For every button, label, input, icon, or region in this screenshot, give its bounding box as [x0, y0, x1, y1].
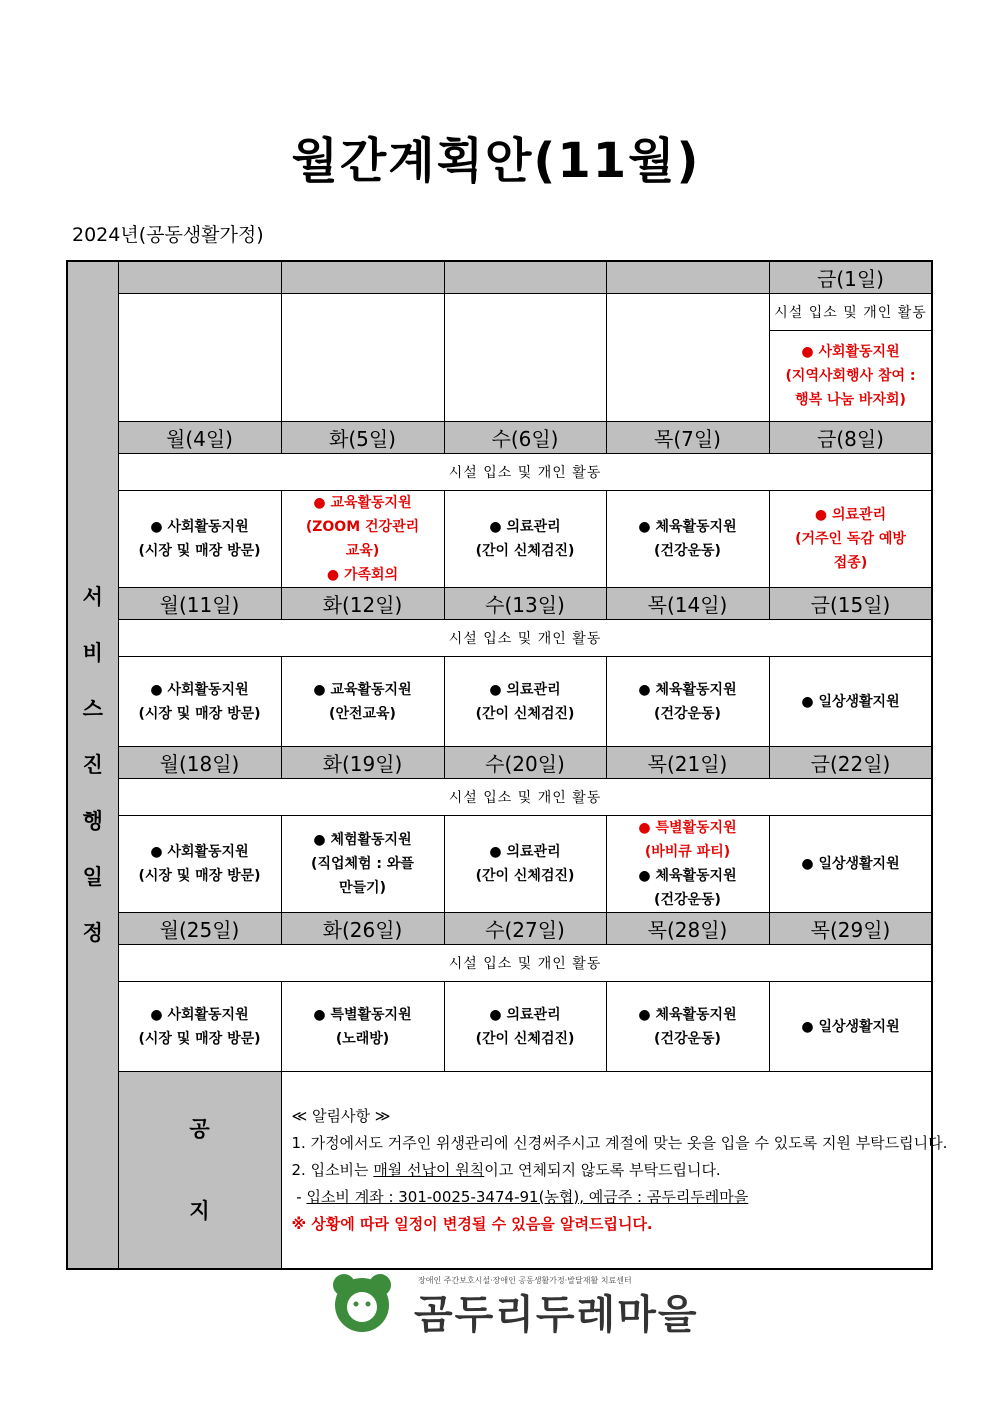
day-header: 금(1일) — [769, 261, 932, 294]
activity-line: (거주인 독감 예방 — [795, 531, 906, 547]
day-header: 월(25일) — [118, 913, 281, 945]
page-title: 월간계획안(11월) — [291, 133, 701, 189]
notice-line-2 — [292, 1157, 932, 1184]
day-header: 수(27일) — [444, 913, 606, 945]
notice-text: 이고 연체되지 않도록 부탁드립니다. — [484, 1160, 721, 1179]
side-char: 행 — [82, 809, 103, 833]
activity-line: (간이 신체검진) — [475, 705, 575, 722]
schedule-table — [66, 260, 948, 1270]
activity-cell — [769, 491, 932, 588]
bear-logo-icon — [322, 1271, 412, 1341]
activity-cell — [769, 816, 932, 913]
activity-cell — [281, 491, 444, 588]
side-char: 공 — [189, 1117, 210, 1141]
page-subtitle: 2024년(공동생활가정) — [72, 224, 264, 246]
day-header: 월(4일) — [118, 422, 281, 454]
activity-cell — [118, 982, 281, 1072]
schedule-side-label — [67, 261, 118, 1269]
side-char: 서 — [82, 585, 103, 609]
activity-line: (건강운동) — [654, 705, 721, 722]
day-header — [606, 261, 769, 294]
activity-line: ● 교육활동지원 — [313, 681, 412, 698]
day-header: 화(19일) — [281, 747, 444, 779]
activity-line: (간이 신체검진) — [475, 868, 575, 884]
activity-line: ● 의료관리 — [814, 507, 887, 523]
activity-line: (시장 및 매장 방문) — [138, 543, 261, 559]
activity-cell — [444, 657, 606, 747]
activity-line: (시장 및 매장 방문) — [138, 1030, 261, 1047]
side-char: 지 — [189, 1199, 210, 1223]
day-header: 목(29일) — [769, 913, 932, 945]
activity-line: (시장 및 매장 방문) — [138, 705, 261, 722]
activity-cell — [118, 491, 281, 588]
day-header: 수(6일) — [444, 422, 606, 454]
activity-line: (직업체험 : 와플 — [311, 856, 414, 872]
notice-underline: 매월 선납이 원칙 — [373, 1160, 485, 1179]
activity-line: ● 의료관리 — [489, 1006, 561, 1023]
notice-side-label — [118, 1072, 281, 1270]
notice-text: 2. 입소비는 — [291, 1160, 374, 1179]
day-header: 월(18일) — [118, 747, 281, 779]
notice-underline: 입소비 계좌 : 301-0025-3474-91(농협), 예금주 : 곰두리두레마을 — [306, 1187, 749, 1206]
notice-box — [281, 1072, 948, 1270]
day-header — [281, 261, 444, 294]
side-char: 비 — [82, 641, 103, 665]
activity-line: (시장 및 매장 방문) — [138, 868, 261, 884]
day-header: 금(8일) — [769, 422, 932, 454]
day-header: 수(20일) — [444, 747, 606, 779]
side-char: 진 — [82, 753, 103, 777]
activity-cell — [606, 294, 769, 422]
activity-cell — [606, 491, 769, 588]
activity-line: ● 사회활동지원 — [150, 519, 249, 535]
activity-cell — [606, 982, 769, 1072]
day-header: 금(15일) — [769, 588, 932, 620]
activity-line: ● 의료관리 — [489, 681, 561, 698]
activity-line: ● 일상생활지원 — [801, 856, 900, 872]
activity-line: ● 체육활동지원 — [638, 681, 737, 698]
activity-cell — [606, 657, 769, 747]
facility-note: 시설 입소 및 개인 활동 — [769, 294, 932, 331]
logo — [322, 1271, 699, 1341]
activity-line: (건강운동) — [654, 543, 721, 559]
facility-note: 시설 입소 및 개인 활동 — [118, 454, 932, 491]
side-char: 스 — [82, 697, 103, 721]
day-header: 화(5일) — [281, 422, 444, 454]
activity-line: 교육) — [345, 543, 380, 559]
day-header: 월(11일) — [118, 588, 281, 620]
activity-cell — [281, 982, 444, 1072]
day-header: 화(26일) — [281, 913, 444, 945]
activity-line: (ZOOM 건강관리 — [305, 519, 420, 535]
facility-note: 시설 입소 및 개인 활동 — [118, 779, 932, 816]
day-header: 금(22일) — [769, 747, 932, 779]
activity-cell — [118, 816, 281, 913]
activity-line: (건강운동) — [654, 1030, 721, 1047]
activity-line: (지역사회행사 참여 : — [785, 368, 916, 384]
activity-line: (안전교육) — [329, 705, 396, 722]
activity-cell — [444, 982, 606, 1072]
activity-line: (간이 신체검진) — [475, 1030, 575, 1047]
notice-heading: ≪ 알림사항 ≫ — [291, 1106, 391, 1125]
activity-line: (노래방) — [335, 1030, 390, 1047]
day-header: 목(14일) — [606, 588, 769, 620]
activity-line: (건강운동) — [654, 892, 721, 908]
day-header: 목(28일) — [606, 913, 769, 945]
activity-line: ● 특별활동지원 — [313, 1006, 412, 1023]
activity-cell — [606, 816, 769, 913]
day-header: 수(13일) — [444, 588, 606, 620]
facility-note: 시설 입소 및 개인 활동 — [118, 945, 932, 982]
activity-line: ● 사회활동지원 — [150, 1006, 249, 1023]
activity-line: (바비큐 파티) — [644, 844, 731, 860]
activity-line: ● 가족회의 — [326, 567, 399, 583]
activity-cell — [444, 491, 606, 588]
activity-line: 만들기) — [339, 880, 386, 896]
activity-cell — [769, 982, 932, 1072]
activity-line: ● 일상생활지원 — [801, 693, 900, 710]
activity-line: 접종) — [833, 555, 868, 571]
activity-line: ● 특별활동지원 — [638, 820, 737, 836]
activity-line: ● 체육활동지원 — [638, 519, 737, 535]
activity-line: ● 교육활동지원 — [313, 495, 412, 511]
day-header — [118, 261, 281, 294]
activity-line: ● 사회활동지원 — [150, 681, 249, 698]
activity-line: 행복 나눔 바자회) — [795, 392, 906, 408]
activity-cell — [769, 657, 932, 747]
activity-line: ● 의료관리 — [489, 844, 561, 860]
activity-cell — [769, 331, 932, 422]
activity-line: ● 체육활동지원 — [638, 1006, 737, 1023]
activity-cell — [281, 816, 444, 913]
activity-cell — [444, 294, 606, 422]
activity-cell — [281, 294, 444, 422]
activity-line: (간이 신체검진) — [475, 543, 575, 559]
notice-line-3 — [292, 1184, 932, 1211]
day-header: 화(12일) — [281, 588, 444, 620]
day-header: 목(21일) — [606, 747, 769, 779]
activity-line: ● 사회활동지원 — [150, 844, 249, 860]
side-char: 정 — [82, 921, 103, 945]
activity-line: ● 일상생활지원 — [801, 1018, 900, 1035]
logo-name: 곰두리두레마을 — [414, 1292, 699, 1338]
notice-text: - — [291, 1187, 307, 1206]
side-char: 일 — [82, 865, 103, 889]
notice-line-4: ※ 상황에 따라 일정이 변경될 수 있음을 알려드립니다. — [291, 1214, 653, 1233]
facility-note: 시설 입소 및 개인 활동 — [118, 620, 932, 657]
activity-line: ● 의료관리 — [489, 519, 561, 535]
activity-cell — [444, 816, 606, 913]
activity-cell — [281, 657, 444, 747]
logo-tagline: 장애인 주간보호시설·장애인 공동생활가정·발달재활 치료센터 — [418, 1276, 632, 1285]
activity-line: ● 체험활동지원 — [313, 832, 412, 848]
activity-line: ● 체육활동지원 — [638, 868, 737, 884]
day-header — [444, 261, 606, 294]
activity-cell — [118, 657, 281, 747]
notice-line-1: 1. 가정에서도 거주인 위생관리에 신경써주시고 계절에 맞는 옷을 입을 수 있도록 지원 부탁드립니다. — [291, 1133, 948, 1152]
activity-line: ● 사회활동지원 — [801, 344, 900, 360]
day-header: 목(7일) — [606, 422, 769, 454]
activity-cell — [118, 294, 281, 422]
